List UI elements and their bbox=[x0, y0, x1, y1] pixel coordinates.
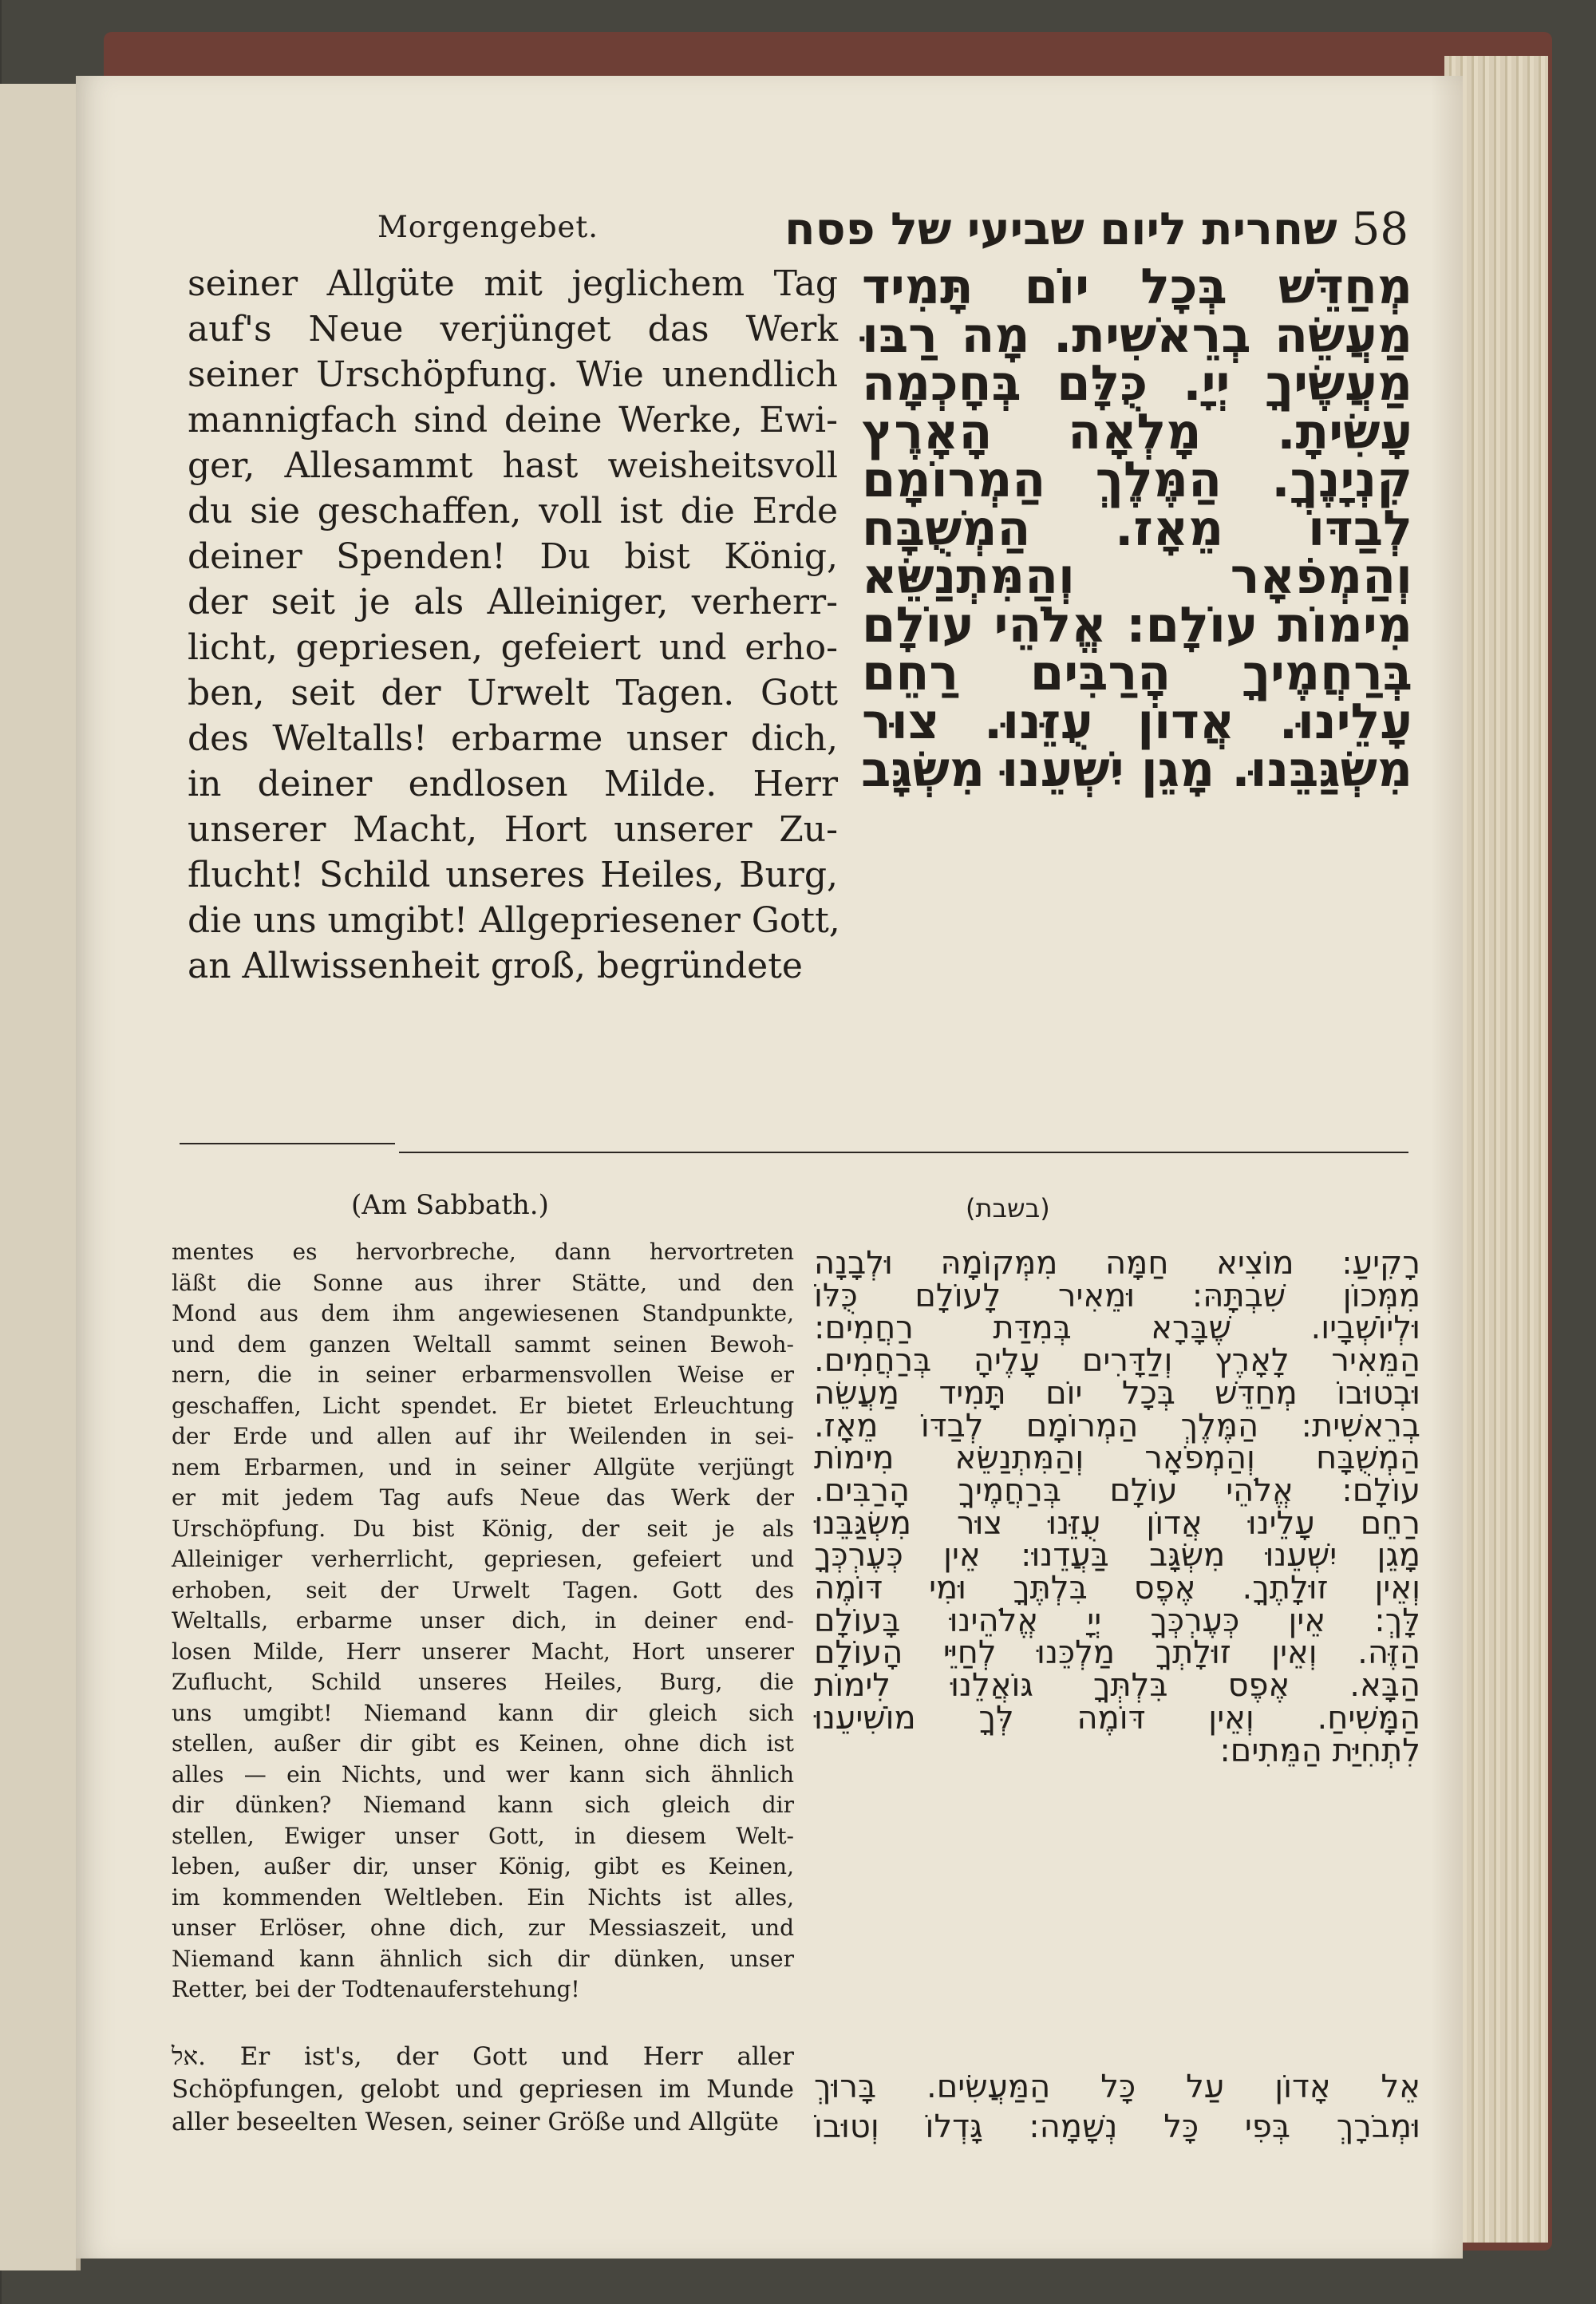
hebrew-text-line: מַעֲשֵׂה בְרֵאשִׁית. מָה רַבּוּ bbox=[862, 306, 1412, 364]
hebrew-text-line: וּמְבֹרָךְ בְּפִי כָּל נְשָׁמָה: גָּדְלוֹ וְטוּבוֹ bbox=[814, 2108, 1420, 2145]
hebrew-sabbath-text bbox=[814, 1247, 1420, 1767]
hebrew-text-line: וּבְטוּבוֹ מְחַדֵּשׁ בְּכָל יוֹם תָּמִיד מַעֲשֵׂה bbox=[814, 1374, 1420, 1412]
hebrew-text-line: בְּרַחֲמֶיךָ הָרַבִּים רַחֵם bbox=[862, 645, 1412, 701]
page-number: 58 bbox=[1351, 204, 1408, 255]
german-el-adon-translation bbox=[172, 2041, 794, 2139]
book-page bbox=[76, 76, 1463, 2259]
german-text-line: stellen, Ewiger unser Gott, in diesem Welt- bbox=[172, 1822, 794, 1849]
running-header-german: Morgengebet. bbox=[377, 210, 599, 244]
hebrew-text-line: וְאֵין זוּלָתֶךָ. אֶפֶס בִּלְתֶּךָ וּמִי דּוֹמֶה bbox=[814, 1570, 1420, 1607]
german-text-line: der seit je als Alleiniger, verherr- bbox=[188, 582, 838, 622]
hebrew-text-line: עוֹלָם: אֱלֹהֵי עוֹלָם בְּרַחֲמֶיךָ הָרַבִּים. bbox=[814, 1472, 1420, 1509]
german-text-line: die uns umgibt! Allgepriesener Gott, bbox=[188, 900, 840, 941]
german-text-line: ger, Allesammt hast weisheitsvoll bbox=[188, 445, 838, 486]
german-text-line: läßt die Sonne aus ihrer Stätte, und den bbox=[172, 1269, 794, 1296]
divider-rule bbox=[399, 1152, 1408, 1153]
hebrew-text-top bbox=[861, 259, 1412, 798]
hebrew-text-line: לְבַדּוֹ מֵאָז. הַמְשֻׁבָּח bbox=[862, 500, 1412, 557]
hebrew-title: שחרית ליום שביעי של פסח bbox=[784, 204, 1337, 255]
german-text-line: aller beseelten Wesen, seiner Größe und Allgüte bbox=[172, 2108, 780, 2136]
german-text-line: alles — ein Nichts, und wer kann sich ähnlich bbox=[172, 1761, 794, 1788]
hebrew-text-line: וְהַמְפֹאָר וְהַמִּתְנַשֵּׂא bbox=[862, 548, 1412, 605]
hebrew-text-line: מַעֲשֶׂיךָ יְיָ. כֻּלָּם בְּחָכְמָה bbox=[862, 355, 1412, 412]
divider-rule-short bbox=[180, 1143, 395, 1144]
german-text-line: seiner Urschöpfung. Wie unendlich bbox=[188, 354, 838, 395]
hebrew-text-line: הַבָּא. אֶפֶס בִּלְתְּךָ גּוֹאֲלֵנוּ לִימוֹת bbox=[814, 1667, 1420, 1705]
german-text-line: Weltalls, erbarme unser dich, in deiner end- bbox=[172, 1607, 794, 1634]
german-text-line: nem Erbarmen, und in seiner Allgüte verjüngt bbox=[172, 1453, 794, 1480]
german-text-line: losen Milde, Herr unserer Macht, Hort unserer bbox=[172, 1638, 794, 1665]
german-text-line: unser Erlöser, ohne dich, zur Messiaszeit, und bbox=[172, 1915, 794, 1941]
german-text-line: Mond aus dem ihm angewiesenen Standpunkte, bbox=[172, 1300, 794, 1326]
hebrew-text-line: עָשִׂיתָ. מָלְאָה הָאָרֶץ bbox=[862, 403, 1412, 460]
german-text-line: mentes es hervorbreche, dann hervortreten bbox=[172, 1239, 794, 1265]
german-sabbath-translation bbox=[172, 1237, 794, 2006]
hebrew-text-line: קִנְיָנֶךָ. הַמֶּלֶךְ הַמְרוֹמָם bbox=[862, 452, 1412, 508]
german-text-line: du sie geschaffen, voll ist die Erde bbox=[188, 491, 838, 532]
hebrew-text-line: מְחַדֵּשׁ בְּכָל יוֹם תָּמִיד bbox=[862, 259, 1412, 315]
german-text-line: uns umgibt! Niemand kann dir gleich sich bbox=[172, 1699, 794, 1726]
german-text-line: er mit jedem Tag aufs Neue das Werk der bbox=[172, 1484, 794, 1511]
german-text-line: unserer Macht, Hort unserer Zu- bbox=[188, 809, 838, 850]
german-text-line: des Weltalls! erbarme unser dich, bbox=[188, 718, 838, 759]
sabbath-caption-hebrew: (בשבת) bbox=[966, 1193, 1050, 1223]
german-text-line: auf's Neue verjünget das Werk bbox=[188, 309, 838, 350]
hebrew-text-line: מִמְּכוֹן שִׁבְתָּהּ: וּמֵאִיר לָעוֹלָם כֻּלּוֹ bbox=[814, 1277, 1420, 1314]
german-text-line: Zuflucht, Schild unseres Heiles, Burg, die bbox=[172, 1669, 794, 1695]
german-text-line: erhoben, seit der Urwelt Tagen. Gott des bbox=[172, 1576, 794, 1603]
german-text-line: אל. Er ist's, der Gott und Herr aller bbox=[172, 2042, 794, 2071]
german-text-line: seiner Allgüte mit jeglichem Tag bbox=[188, 263, 838, 304]
hebrew-text-line: הַמֵּאִיר לָאָרֶץ וְלַדָּרִים עָלֶיהָ בְּרַחֲמִים. bbox=[814, 1342, 1420, 1380]
german-text-line: Alleiniger verherrlicht, gepriesen, gefeiert und bbox=[172, 1546, 794, 1572]
hebrew-text-line: לָּךְ: אֵין כְּעֶרְכְּךָ יְיָ אֱלֹהֵינוּ בָּעוֹלָם bbox=[814, 1602, 1420, 1639]
german-text-line: an Allwissenheit groß, begründete bbox=[188, 946, 803, 986]
hebrew-text-line: בְרֵאשִׁית: הַמֶּלֶךְ הַמְרוֹמָם לְבַדּוֹ מֵאָז. bbox=[814, 1407, 1420, 1444]
hebrew-text-line: הַמָּשִׁיחַ. וְאֵין דּוֹמֶה לְּךָ מוֹשִׁיעֵנוּ bbox=[814, 1699, 1420, 1737]
hebrew-text-line: אֵל אָדוֹן עַל כָּל הַמַּעֲשִׂים. בָּרוּךְ bbox=[814, 2069, 1420, 2105]
german-text-line: Urschöpfung. Du bist König, der seit je als bbox=[172, 1515, 794, 1542]
german-text-line: geschaffen, Licht spendet. Er bietet Erleuchtung bbox=[172, 1392, 794, 1419]
hebrew-text-line: רַחֵם עָלֵינוּ אֲדוֹן עֻזֵּנוּ צוּר מִשְׂגַּבֵּנוּ bbox=[814, 1504, 1420, 1542]
hebrew-text-line: לִתְחִיַּת הַמֵּתִים: bbox=[1219, 1732, 1420, 1769]
german-text-line: stellen, außer dir gibt es Keinen, ohne dich ist bbox=[172, 1730, 794, 1757]
hebrew-text-line: רָקִיעַ: מוֹצִיא חַמָּה מִמְּקוֹמָהּ וּלְבָנָה bbox=[814, 1245, 1420, 1282]
facing-page bbox=[0, 84, 81, 2270]
german-text-line: ben, seit der Urwelt Tagen. Gott bbox=[188, 673, 838, 713]
german-text-line: mannigfach sind deine Werke, Ewi- bbox=[188, 400, 838, 441]
german-text-line: der Erde und allen auf ihr Weilenden in sei- bbox=[172, 1423, 794, 1449]
hebrew-el-adon-text bbox=[814, 2067, 1420, 2147]
german-text-line: licht, gepriesen, gefeiert und erho- bbox=[188, 627, 838, 668]
german-text-line: dir dünken? Niemand kann sich gleich dir bbox=[172, 1792, 794, 1818]
hebrew-text-line: מִשְׂגַּבֵּנוּ. מָגֵן יִשְׁעֵנוּ מִשְׂגָּב bbox=[861, 741, 1412, 798]
german-text-line: Retter, bei der Todtenauferstehung! bbox=[172, 1976, 580, 2002]
hebrew-text-line: מָגֵן יִשְׁעֵנוּ מִשְׂגָּב בַּעֲדֵנוּ: אֵין כְּעֶרְכְּךָ bbox=[814, 1537, 1420, 1575]
hebrew-text-line: עָלֵינוּ. אֲדוֹן עֻזֵּנוּ. צוּר bbox=[862, 693, 1412, 750]
german-text-line: flucht! Schild unseres Heiles, Burg, bbox=[188, 855, 838, 895]
german-text-line: und dem ganzen Weltall sammt seinen Bewoh- bbox=[172, 1330, 794, 1358]
german-text-line: leben, außer dir, unser König, gibt es Keinen, bbox=[172, 1853, 794, 1879]
hebrew-text-line: הַמְשֻׁבָּח וְהַמְפֹאָר וְהַמִּתְנַשֵּׂא מִימוֹת bbox=[814, 1440, 1420, 1477]
german-text-line: in deiner endlosen Milde. Herr bbox=[188, 764, 838, 804]
german-translation-top bbox=[188, 261, 838, 989]
german-text-line: Schöpfungen, gelobt und gepriesen im Munde bbox=[172, 2075, 794, 2104]
hebrew-text-line: מִימוֹת עוֹלָם: אֱלֹהֵי עוֹלָם bbox=[862, 596, 1412, 654]
german-text-line: Niemand kann ähnlich sich dir dünken, unser bbox=[172, 1945, 794, 1972]
page-shadow bbox=[1431, 76, 1463, 2259]
hebrew-text-line: הַזֶּה. וְאֵין זוּלָתְךָ מַלְכֵּנוּ לְחַיֵּי הָעוֹלָם bbox=[814, 1634, 1420, 1672]
sabbath-caption-german: (Am Sabbath.) bbox=[351, 1189, 549, 1221]
hebrew-text-line: וּלְיוֹשְׁבָיו. שֶׁבָּרָא בְּמִדַּת רַחֲמִים: bbox=[814, 1310, 1420, 1347]
german-text-line: deiner Spenden! Du bist König, bbox=[188, 536, 838, 577]
german-text-line: im kommenden Weltleben. Ein Nichts ist alles, bbox=[172, 1883, 794, 1911]
running-header-hebrew bbox=[754, 204, 1408, 255]
german-text-line: nern, die in seiner erbarmensvollen Weise er bbox=[172, 1361, 794, 1388]
